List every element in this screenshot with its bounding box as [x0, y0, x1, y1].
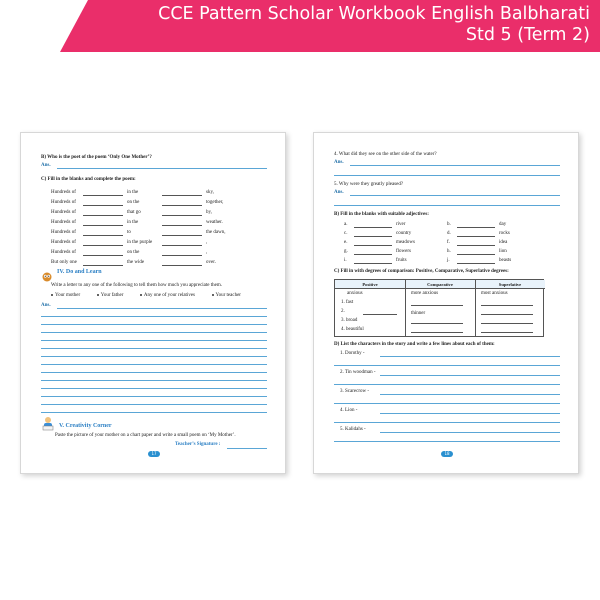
poem-line-start: Hundreds of [51, 230, 76, 235]
poem-blank [162, 225, 202, 226]
poem-blank [83, 205, 123, 206]
letter-line [41, 340, 267, 341]
poem-line-middle: on the [127, 200, 140, 205]
answer-line [334, 205, 560, 206]
poem-line-middle: on the [127, 250, 140, 255]
adjective-label: c. [344, 231, 348, 236]
answer-label: Ans. [41, 163, 51, 168]
poem-blank [162, 235, 202, 236]
table-divider [405, 280, 406, 336]
poem-blank [83, 265, 123, 266]
section-v-text: Paste the picture of your mother on a chart paper and write a small poem on ‘My Mother’. [55, 433, 236, 438]
adjective-noun: country [396, 231, 412, 236]
adjective-blank [354, 245, 392, 246]
table-cell: thinner [411, 311, 426, 316]
adjective-label: h. [447, 249, 451, 254]
table-blank [363, 314, 397, 315]
character-label: 1. Dorothy - [340, 351, 365, 356]
bullet-icon [212, 294, 214, 296]
adjective-blank [457, 245, 495, 246]
workbook-page-left [20, 132, 286, 474]
character-line [380, 375, 560, 376]
table-blank [481, 332, 533, 333]
question-4: 4. What did they see on the other side of the water? [334, 152, 437, 157]
page-number: 17 [148, 451, 160, 457]
letter-line [57, 308, 267, 309]
option-teacher: Your teacher [215, 293, 241, 298]
character-line [380, 356, 560, 357]
poem-blank [83, 235, 123, 236]
poem-blank [162, 245, 202, 246]
bullet-icon [97, 294, 99, 296]
table-row-label: 3. broad [341, 318, 358, 323]
degrees-table [334, 279, 544, 337]
letter-line [41, 412, 267, 413]
character-label: 4. Lion - [340, 408, 358, 413]
table-header-positive: Positive [335, 280, 405, 289]
poem-line-start: Hundreds of [51, 190, 76, 195]
letter-line [41, 372, 267, 373]
poem-line-middle: to [127, 230, 131, 235]
table-header-superlative: Superlative [475, 280, 545, 289]
adjective-blank [354, 227, 392, 228]
page-number: 18 [441, 451, 453, 457]
question-d-characters: D) List the characters in the story and write a few lines about each of them: [334, 342, 495, 347]
poem-line-middle: in the purple [127, 240, 153, 245]
poem-line-middle: the wide [127, 260, 145, 265]
letter-line [41, 396, 267, 397]
letter-line [41, 324, 267, 325]
poem-line-start: Hundreds of [51, 240, 76, 245]
letter-line [41, 388, 267, 389]
poem-blank [83, 255, 123, 256]
banner-title-line1: CCE Pattern Scholar Workbook English Balbharati [158, 4, 590, 24]
child-reading-icon [41, 416, 55, 437]
teacher-signature-label: Teacher’s Signature : [175, 442, 221, 447]
bullet-icon [51, 294, 53, 296]
poem-blank [162, 195, 202, 196]
poem-line-start: Hundreds of [51, 250, 76, 255]
poem-line-end: , [206, 250, 208, 255]
character-line [334, 441, 560, 442]
table-row-label: 4. beautiful [341, 327, 364, 332]
adjective-noun: lion [499, 249, 507, 254]
letter-line [41, 348, 267, 349]
table-blank [411, 323, 463, 324]
letter-line [41, 356, 267, 357]
signature-line [227, 448, 267, 449]
character-line [380, 413, 560, 414]
poem-line-end: sky, [206, 190, 214, 195]
letter-line [41, 316, 267, 317]
character-label: 2. Tin woodman - [340, 370, 376, 375]
poem-line-start: Hundreds of [51, 210, 76, 215]
poem-blank [83, 245, 123, 246]
answer-line [334, 175, 560, 176]
letter-line [41, 332, 267, 333]
question-c-comparison: C) Fill in with degrees of comparison: Positive, Comparative, Superlative degrees: [334, 269, 509, 274]
adjective-label: b. [447, 222, 451, 227]
workbook-page-right [313, 132, 579, 474]
character-label: 3. Scarecrow - [340, 389, 370, 394]
bullet-icon [140, 294, 142, 296]
question-5: 5. Why were they greatly pleased? [334, 182, 404, 187]
table-blank [481, 314, 533, 315]
question-b: B) Who is the poet of the poem ‘Only One Mother’? [41, 155, 152, 160]
poem-blank [83, 225, 123, 226]
question-b-adjectives: B) Fill in the blanks with suitable adjectives: [334, 212, 429, 217]
character-line [334, 384, 560, 385]
adjective-label: g. [344, 249, 348, 254]
adjective-blank [457, 263, 495, 264]
adjective-blank [457, 236, 495, 237]
adjective-blank [354, 263, 392, 264]
table-blank [411, 305, 463, 306]
poem-blank [162, 215, 202, 216]
letter-line [41, 404, 267, 405]
table-divider [475, 280, 476, 336]
adjective-noun: flowers [396, 249, 411, 254]
table-blank [481, 323, 533, 324]
adjective-blank [457, 227, 495, 228]
poem-line-start: Hundreds of [51, 220, 76, 225]
adjective-noun: fruits [396, 258, 407, 263]
adjective-label: d. [447, 231, 451, 236]
recipient-options [51, 293, 241, 298]
section-iv-text: Write a letter to any one of the following to tell them how much you appreciate them. [51, 283, 222, 288]
section-v-title: V. Creativity Corner [59, 423, 112, 429]
table-blank [411, 332, 463, 333]
poem-line-end: the dawn, [206, 230, 226, 235]
adjective-noun: river [396, 222, 406, 227]
poem-blank [162, 205, 202, 206]
option-mother: Your mother [55, 293, 81, 298]
adjective-noun: beasts [499, 258, 512, 263]
answer-label: Ans. [334, 190, 344, 195]
poem-line-start: But only one [51, 260, 77, 265]
letter-line [41, 380, 267, 381]
table-row-label: 1. fast [341, 300, 354, 305]
poem-blank [83, 215, 123, 216]
adjective-noun: meadows [396, 240, 415, 245]
poem-line-end: , [206, 240, 208, 245]
answer-label: Ans. [334, 160, 344, 165]
adjective-blank [354, 236, 392, 237]
adjective-label: i. [344, 258, 347, 263]
table-cell: more anxious [411, 291, 439, 296]
letter-line [41, 364, 267, 365]
adjective-noun: rocks [499, 231, 510, 236]
poem-line-end: together, [206, 200, 224, 205]
section-iv-title: IV. Do and Learn [57, 269, 102, 275]
answer-line [350, 165, 560, 166]
table-blank [481, 305, 533, 306]
adjective-blank [457, 254, 495, 255]
banner-title-line2: Std 5 (Term 2) [465, 25, 590, 45]
poem-blank [162, 255, 202, 256]
poem-line-middle: that go [127, 210, 141, 215]
banner-title [90, 4, 590, 46]
character-line [380, 432, 560, 433]
table-cell: anxious [347, 291, 363, 296]
adjective-label: j. [447, 258, 450, 263]
poem-blank [83, 195, 123, 196]
table-header-comparative: Comparative [405, 280, 475, 289]
poem-line-end: weather. [206, 220, 223, 225]
adjective-label: a. [344, 222, 348, 227]
question-c: C) Fill in the blanks and complete the poem: [41, 177, 136, 182]
poem-line-end: over. [206, 260, 216, 265]
adjective-label: f. [447, 240, 450, 245]
character-line [334, 365, 560, 366]
table-row-label: 2. [341, 309, 345, 314]
adjective-noun: idea [499, 240, 508, 245]
table-cell: most anxious [481, 291, 508, 296]
adjective-blank [354, 254, 392, 255]
answer-line [350, 195, 560, 196]
answer-label: Ans. [41, 303, 51, 308]
option-father: Your father [100, 293, 124, 298]
poem-line-middle: in the [127, 220, 139, 225]
character-line [380, 394, 560, 395]
poem-blank [162, 265, 202, 266]
character-line [334, 403, 560, 404]
option-relatives: Any one of your relatives [143, 293, 195, 298]
character-label: 5. Kalidahs - [340, 427, 366, 432]
poem-line-end: by, [206, 210, 212, 215]
character-line [334, 422, 560, 423]
poem-line-middle: in the [127, 190, 139, 195]
adjective-label: e. [344, 240, 348, 245]
poem-line-start: Hundreds of [51, 200, 76, 205]
adjective-noun: day [499, 222, 507, 227]
answer-line [57, 168, 267, 169]
